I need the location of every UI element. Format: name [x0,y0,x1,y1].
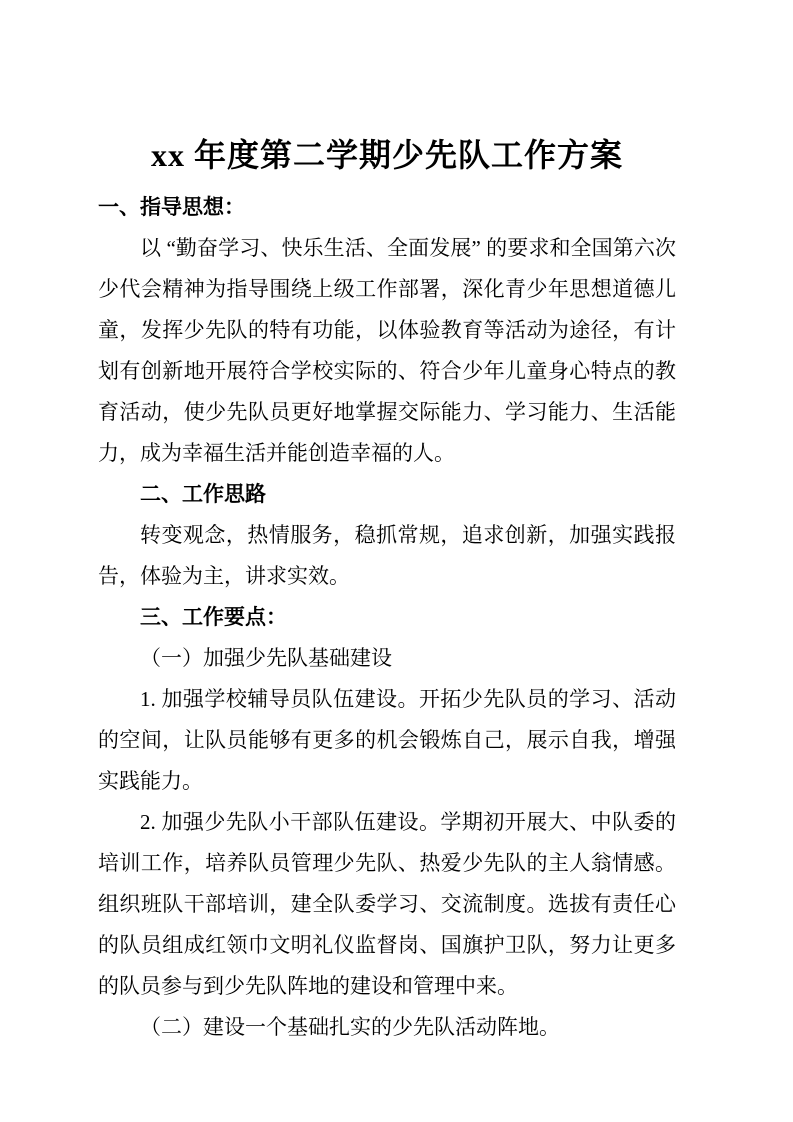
paragraph-point-2-title: （二）建设一个基础扎实的少先队活动阵地。 [140,1015,560,1039]
section-heading-guiding-thought: 一、指导思想： [98,195,245,219]
paragraph-work-approach: 转变观念，热情服务，稳抓常规，追求创新，加强实践报告，体验为主，讲求实效。 [98,523,676,588]
paragraph-point-1-item-1: 1. 加强学校辅导员队伍建设。开拓少先队员的学习、活动的空间，让队员能够有更多的机会锻炼自己，展示自我，增强实践能力。 [98,687,676,793]
paragraph-point-1-item-2: 2. 加强少先队小干部队伍建设。学期初开展大、中队委的培训工作，培养队员管理少先队、热爱少先队的主人翁情感。组织班队干部培训，建全队委学习、交流制度。选拔有责任心的队员组成红领巾文明礼仪监督岗、国旗护卫队，努力让更多的队员参与到少先队阵地的建设和管理中来。 [98,810,676,998]
section-heading-work-approach: 二、工作思路 [140,482,266,506]
paragraph-guiding-thought: 以 “勤奋学习、快乐生活、全面发展” 的要求和全国第六次少代会精神为指导围绕上级工作部署，深化青少年思想道德儿童，发挥少先队的特有功能，以体验教育等活动为途径，有计划有创新地开展符合学校实际的、符合少年儿童身心特点的教育活动，使少先队员更好地掌握交际能力、学习能力、生活能力，成为幸福生活并能创造幸福的人。 [98,236,676,465]
section-heading-work-points: 三、工作要点： [140,605,287,629]
paragraph-point-1-title: （一）加强少先队基础建设 [140,646,392,670]
document-title: xx 年度第二学期少先队工作方案 [150,137,623,173]
